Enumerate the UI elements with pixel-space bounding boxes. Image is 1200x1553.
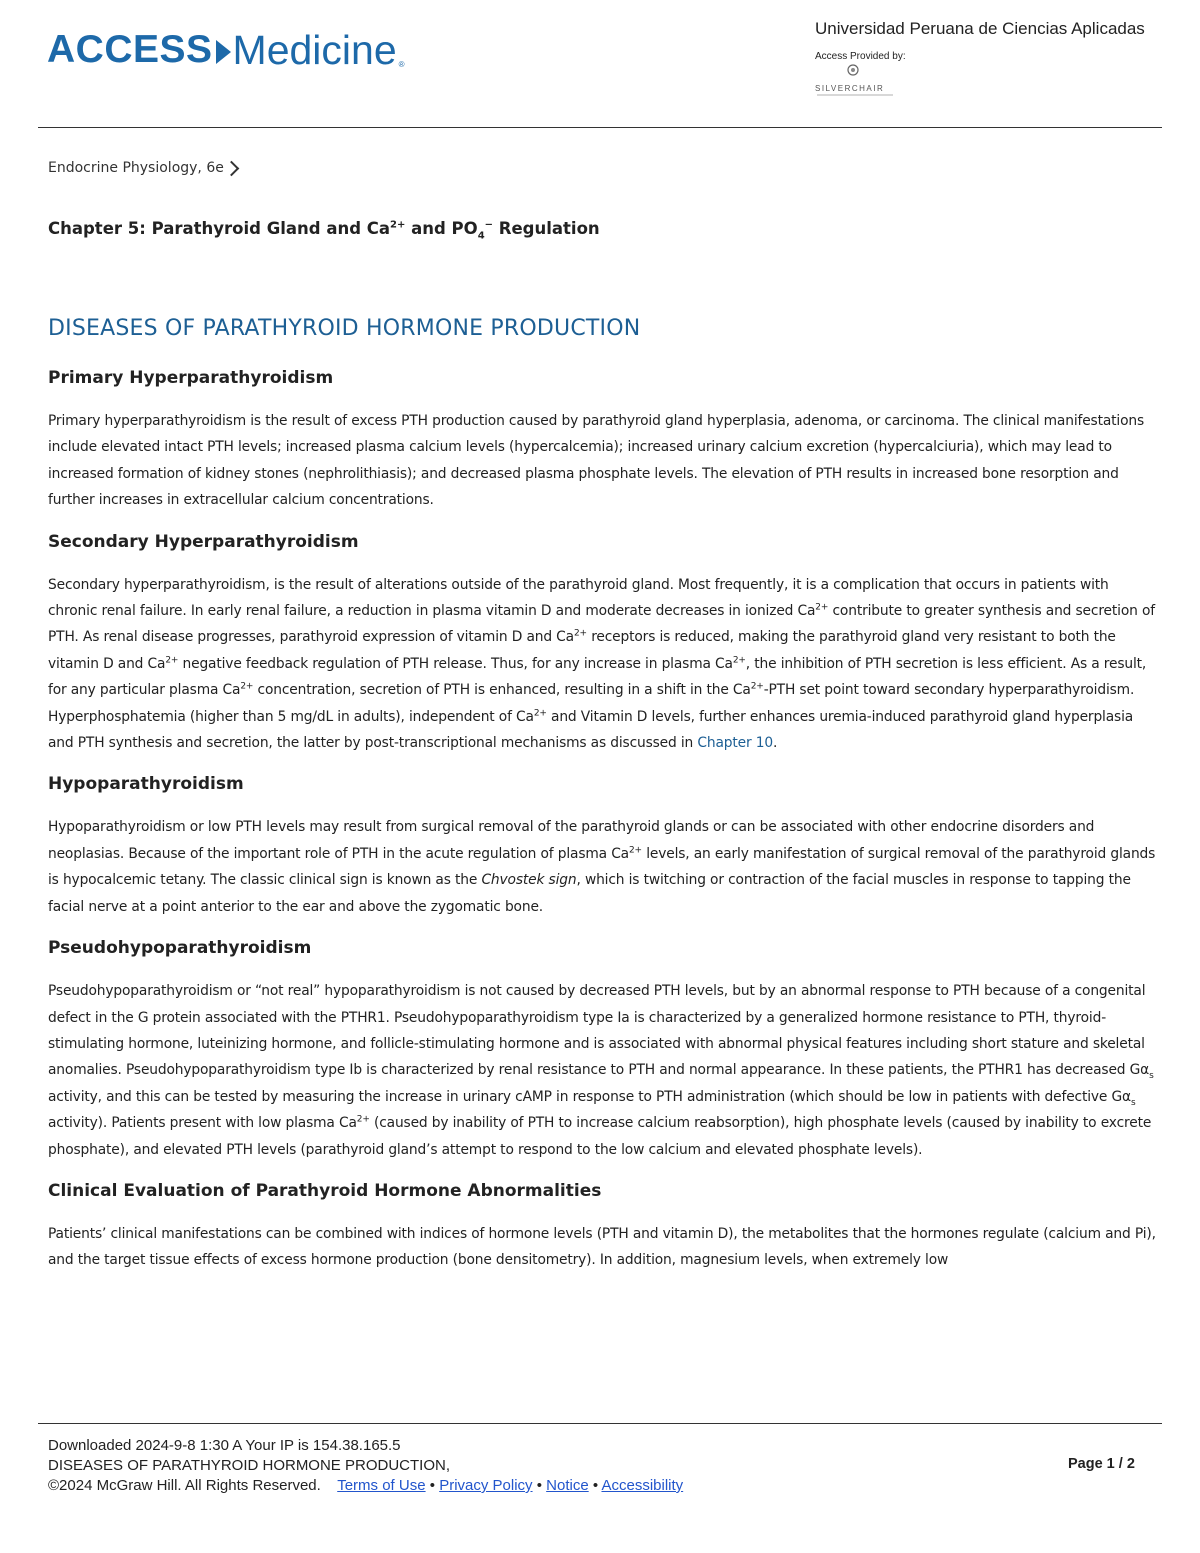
separator-bullet: • xyxy=(592,1477,599,1494)
heading-secondary-hyperparathyroidism: Secondary Hyperparathyroidism xyxy=(48,531,359,552)
access-provided-label: Access Provided by: xyxy=(815,51,906,62)
header-divider xyxy=(38,127,1162,128)
heading-hypoparathyroidism: Hypoparathyroidism xyxy=(48,774,244,795)
terms-of-use-link[interactable]: Terms of Use xyxy=(337,1477,426,1494)
chevron-right-icon xyxy=(224,160,240,176)
logo-access-text: ACCESS xyxy=(47,28,213,71)
chapter-title: Chapter 5: Parathyroid Gland and $Ca^{2+}$ and $PO_4^-$ Regulation xyxy=(48,219,600,242)
chapter-10-link[interactable]: Chapter 10 xyxy=(697,735,773,752)
heading-pseudohypoparathyroidism: Pseudohypoparathyroidism xyxy=(48,938,312,959)
article-content xyxy=(48,316,1158,1292)
footer-doc-title: DISEASES OF PARATHYROID HORMONE PRODUCTION, xyxy=(48,1457,450,1474)
notice-link[interactable]: Notice xyxy=(546,1477,589,1494)
logo-arrow-icon xyxy=(216,40,231,64)
separator-bullet: • xyxy=(429,1477,436,1494)
copyright-text: ©2024 McGraw Hill. All Rights Reserved. xyxy=(48,1477,321,1494)
breadcrumb-book[interactable]: Endocrine Physiology, 6e xyxy=(48,160,224,176)
paragraph-primary: Primary hyperparathyroidism is the result of excess PTH production caused by parathyroid gland hyperplasia, adenoma, or carcinoma. The clinical manifestations include elevated intact PTH levels; increased plasma calcium levels (hypercalcemia); increased urinary calcium excretion (hypercalciuria), which may lead to increased formation of kidney stones (nephrolithiasis); and decreased plasma phosphate levels. The elevation of PTH results in increased bone resorption and further increases in extracellular calcium concentrations. xyxy=(48,413,1145,509)
heading-clinical-evaluation: Clinical Evaluation of Parathyroid Hormone Abnormalities xyxy=(48,1180,602,1201)
paragraph-pseudo: Pseudohypoparathyroidism or “not real” hypoparathyroidism is not caused by decreased PTH levels, but by an abnormal response to PTH because of a congenital defect in the G protein associated with the PTHR1. Pseudohypoparathyroidism type Ia is characterized by a generalized hormone resistance to PTH, thyroid-stimulating hormone, luteinizing hormone, and follicle-stimulating hormone and is associated with abnormal physical features including short stature and skeletal anomalies. Pseudohypoparathyroidism type Ib is characterized by renal resistance to PTH and normal appearance. In these patients, the PTHR1 has decreased $G\alpha_s$ activity, and this can be tested by measuring the increase in urinary cAMP in response to PTH administration (which should be low in patients with defective $G\alpha_s$ activity). Patients present with low plasma $Ca^{2+}$ (caused by inability of PTH to increase calcium reabsorption), high phosphate levels (caused by inability to excrete phosphate), and elevated PTH levels (parathyroid gland’s attempt to respond to the low calcium and elevated phosphate levels). xyxy=(48,983,1154,1158)
access-medicine-logo[interactable] xyxy=(47,22,403,78)
breadcrumb xyxy=(48,160,237,176)
paragraph-secondary: Secondary hyperparathyroidism, is the result of alterations outside of the parathyroid gland. Most frequently, it is a complication that occurs in patients with chronic renal failure. In early renal failure, a reduction in plasma vitamin D and moderate decreases in ionized $Ca^{2+}$ contribute to greater synthesis and secretion of PTH. As renal disease progresses, parathyroid expression of vitamin D and $Ca^{2+}$ receptors is reduced, making the parathyroid gland very resistant to both the vitamin D and $Ca^{2+}$ negative feedback regulation of PTH release. Thus, for any increase in plasma $Ca^{2+}$, the inhibition of PTH secretion is less efficient. As a result, for any particular plasma $Ca^{2+}$ concentration, secretion of PTH is enhanced, resulting in a shift in the $Ca^{2+}$-PTH set point toward secondary hyperparathyroidism. Hyperphosphatemia (higher than 5 mg/dL in adults), independent of $Ca^{2+}$ and Vitamin D levels, further enhances uremia-induced parathyroid gland hyperplasia and PTH synthesis and secretion, the latter by post-transcriptional mechanisms as discussed in Chapter 10. xyxy=(48,576,1155,752)
heading-primary-hyperparathyroidism: Primary Hyperparathyroidism xyxy=(48,368,334,388)
provider-name: SILVERCHAIR xyxy=(815,84,885,93)
page-footer xyxy=(48,1436,1148,1496)
logo-trademark: ® xyxy=(398,59,405,69)
download-info: Downloaded 2024-9-8 1:30 A Your IP is 154.38.165.5 xyxy=(48,1437,401,1454)
accessibility-link[interactable]: Accessibility xyxy=(601,1477,684,1494)
page-number: Page 1 / 2 xyxy=(1068,1456,1135,1472)
privacy-policy-link[interactable]: Privacy Policy xyxy=(439,1477,533,1494)
section-title: DISEASES OF PARATHYROID HORMONE PRODUCTION xyxy=(48,316,641,341)
institution-name: Universidad Peruana de Ciencias Aplicadas xyxy=(815,19,1145,38)
separator-bullet: • xyxy=(536,1477,542,1494)
page-header xyxy=(0,0,1200,128)
logo-medicine-text: Medicine xyxy=(232,26,397,73)
paragraph-hypo: Hypoparathyroidism or low PTH levels may result from surgical removal of the parathyroid glands or can be associated with other endocrine disorders and neoplasias. Because of the important role of PTH in the acute regulation of plasma $Ca^{2+}$ levels, an early manifestation of surgical removal of the parathyroid glands is hypocalcemic tetany. The classic clinical sign is known as the Chvostek sign, which is twitching or contraction of the facial muscles in response to tapping the facial nerve at a point anterior to the ear and above the zygomatic bone. xyxy=(48,819,1156,915)
footer-links-row xyxy=(48,1476,1148,1496)
paragraph-clinical: Patients’ clinical manifestations can be combined with indices of hormone levels (PTH and vitamin D), the metabolites that the hormones regulate (calcium and Pi), and the target tissue effects of excess hormone production (bone densitometry). In addition, magnesium levels, when extremely low xyxy=(48,1225,1156,1269)
